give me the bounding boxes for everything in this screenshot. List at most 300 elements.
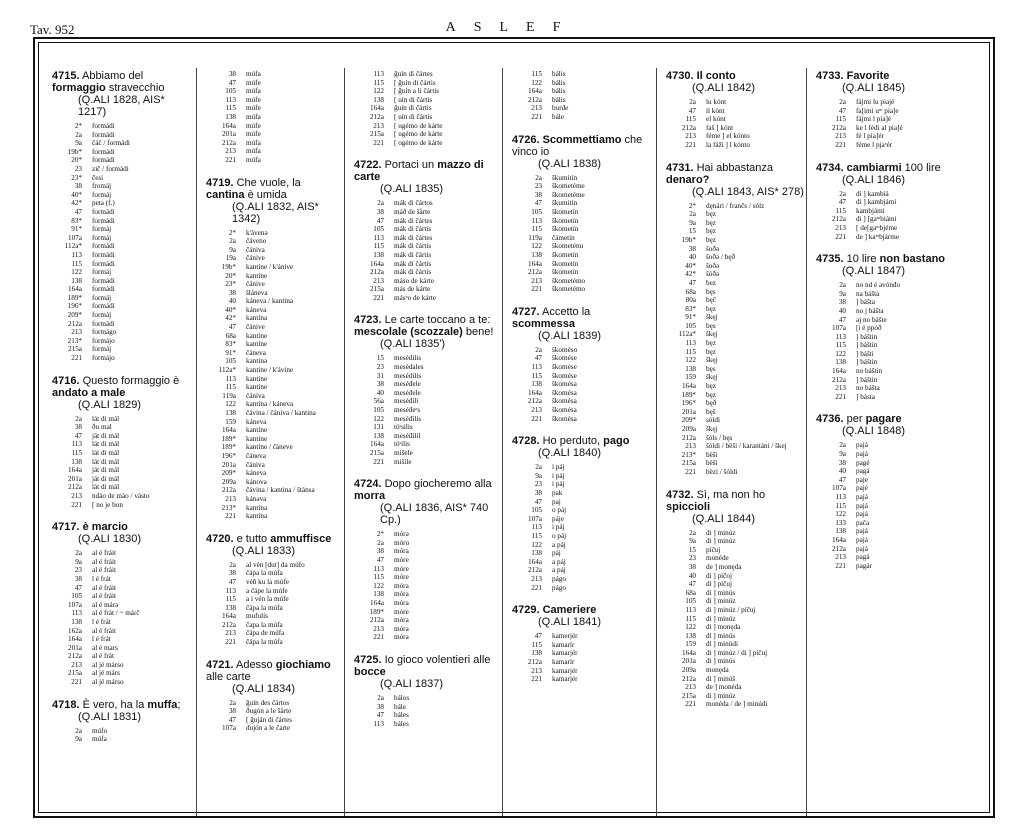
survey-point: 2a [377,538,384,547]
dialect-form: formádi [92,216,115,225]
dialect-form: meséđili [394,397,419,406]
survey-point: 113 [71,609,82,618]
survey-point: 213 [835,384,846,393]
dialect-form: l é frát [92,617,111,626]
survey-point: 209* [681,416,696,425]
form-row [206,147,342,156]
dialect-form: fájmi lu piajé [856,98,895,106]
dialect-entry [816,70,956,150]
form-row [206,461,342,470]
form-row [666,649,804,658]
dialect-form: meséđilil [394,431,421,440]
survey-point: 164a [528,388,542,397]
survey-point: 23 [534,480,542,489]
dialect-form: bëzi / šóldi [706,467,738,476]
form-row [816,115,956,124]
dialect-form: dęnári / frančs / sólz [706,201,765,210]
form-row [206,392,342,401]
dialect-form: mák di čártes [394,233,433,242]
form-row [816,553,956,562]
form-list [512,174,654,294]
form-row [816,493,956,502]
survey-point: 221 [71,678,82,687]
dialect-form: kamarjér [552,666,578,675]
entry-number: 4724. [354,478,382,491]
survey-point: 201a [68,643,82,652]
survey-point: 115 [531,225,542,234]
dialect-form: [ ğuján di čártes [246,715,293,724]
survey-point: 38 [376,207,384,216]
dialect-form: págo [552,583,566,592]
form-row [52,492,194,501]
form-list [666,202,804,477]
survey-point: 2a [75,130,82,139]
entry-title [206,533,342,557]
form-row [206,87,342,96]
dialect-form: [ uín di čártis [394,112,433,121]
form-row [52,311,194,320]
dialect-form: al é fráit [92,583,116,592]
entry-source: (Q.ALI 1835) [380,183,443,196]
entry-text: per [846,413,866,426]
entry-title [816,162,956,186]
dialect-form: bęz [706,210,716,219]
form-row [52,199,194,208]
dialect-form: čámetin [552,233,575,242]
survey-point: 201a [222,460,236,469]
entry-text: 10 lire [846,253,880,266]
form-list [354,354,500,466]
form-row [666,270,804,279]
dialect-form: pajá [856,544,868,553]
dialect-form: di ] minúz [706,597,736,606]
survey-point: 113 [835,332,846,341]
survey-point: 164a [682,648,696,657]
dialect-form: móra [394,547,409,556]
form-row [666,451,804,460]
dialect-form: [ no je bon [92,500,123,509]
survey-point: 212a [68,319,82,328]
survey-point: 115 [373,573,384,582]
survey-point: 38 [688,562,696,571]
form-row [206,418,342,427]
dialect-entry [512,70,654,122]
form-row [666,227,804,236]
survey-point: 47 [534,354,542,363]
dialect-entry [666,162,804,477]
dialect-form: aj no bášte [856,315,887,324]
entry-text: Accetto la [541,305,591,318]
dialect-form: ] básta [856,392,875,401]
form-row [512,285,654,294]
dialect-form: páje [552,514,564,523]
entry-source: (Q.ALI 1833) [232,544,295,557]
survey-point: 221 [835,561,846,570]
form-row [52,148,194,157]
form-row [666,305,804,314]
dialect-form: di ] minúdi [706,640,738,649]
dialect-form: pajá [856,493,868,501]
survey-point: 138 [531,549,542,558]
form-row [354,251,500,260]
form-row [354,225,500,234]
dialect-form: formádi [92,259,115,268]
entry-source: (Q.ALI 1846) [842,173,905,186]
form-row [816,459,956,468]
survey-point: 2a [839,189,846,198]
form-row [206,612,342,621]
dialect-form: čániva [246,245,265,254]
form-row [816,341,956,350]
survey-point: 9a [535,471,542,480]
entry-title [52,70,194,118]
form-row [354,79,500,88]
dialect-form: di ] minúz [706,528,736,537]
form-row [354,565,500,574]
survey-point: 91* [685,313,696,322]
dialect-form: čáč / formádi [92,139,130,148]
survey-point: 115 [835,115,846,124]
form-row [512,251,654,260]
entry-text: Le carte toccano a te: [384,314,491,327]
form-row [512,575,654,584]
dialect-form: féme ] el kónto [706,132,750,141]
form-row [206,469,342,478]
survey-point: 213 [531,276,542,285]
form-row [206,495,342,504]
survey-point: 2a [535,173,542,182]
entry-title [816,70,956,94]
form-row [512,415,654,424]
survey-point: 112a* [218,366,236,375]
survey-point: 212a [682,123,696,132]
dialect-form: pagár [856,561,872,570]
form-row [666,141,804,150]
entry-keyword: Il conto [696,70,736,82]
form-row [52,678,194,687]
dialect-entry [816,253,956,401]
form-row [206,229,342,238]
entry-number: 4727. [512,305,540,318]
dialect-form: formáj [92,311,112,320]
form-row [52,260,194,269]
text-column [206,70,342,820]
survey-point: 213 [225,147,236,156]
survey-point: 115 [225,383,236,392]
survey-point: 221 [835,140,846,149]
dialect-form: l é frát [92,574,111,583]
survey-point: 40 [228,297,236,306]
survey-point: 164a [68,635,82,644]
entry-title [512,134,654,170]
entry-keyword: bocce [354,665,386,678]
form-row [512,549,654,558]
survey-point: 213 [71,660,82,669]
form-row [666,416,804,425]
form-row [666,391,804,400]
form-row [52,466,194,475]
survey-point: 131 [373,423,384,432]
form-row [666,459,804,468]
survey-point: 212a [370,268,384,277]
dialect-form: kantína [246,512,268,521]
entry-text: Questo formaggio è [82,374,180,387]
dialect-form: pajá [856,510,868,519]
survey-point: 215a [370,130,384,139]
form-row [52,661,194,670]
dialect-form: mórə [394,530,409,539]
entry-number: 4716. [52,374,80,387]
survey-point: 212a [222,486,236,495]
survey-point: 212a [528,268,542,277]
dialect-form: škęj [706,356,718,365]
form-row [666,408,804,417]
form-row [512,515,654,524]
survey-point: 15 [688,545,696,554]
form-row [816,350,956,359]
survey-point: 189* [681,390,696,399]
survey-point: 2a [229,698,236,707]
text-column [512,70,654,820]
form-row [52,644,194,653]
form-row [816,393,956,402]
dialect-form: fa[imi uᵐ pia]e [856,106,899,115]
form-list [354,199,500,302]
survey-point: 209a [682,666,696,675]
form-row [666,365,804,374]
survey-point: 215a [682,691,696,700]
survey-point: 38 [228,569,236,578]
dialect-form: monęda [706,666,729,675]
form-row [666,219,804,228]
form-list [816,281,956,401]
survey-point: 164a [222,612,236,621]
survey-point: 115 [531,70,542,78]
survey-point: 115 [225,104,236,113]
dialect-form: móra [394,590,409,599]
dialect-form: škometín [552,259,579,268]
form-row [666,296,804,305]
survey-point: 113 [531,363,542,372]
dialect-form: bálos [394,693,410,702]
form-row [354,406,500,415]
survey-point: 201a [682,407,696,416]
survey-point: 23 [534,182,542,191]
survey-point: 107a [528,514,542,523]
form-row [52,584,194,593]
survey-point: 40 [688,253,696,262]
entry-title [354,478,500,526]
dialect-form: škometín [552,216,579,225]
survey-point: 122 [685,356,696,365]
dialect-form: bále [394,702,406,711]
entry-source: (Q.ALI 1834) [232,682,295,695]
survey-point: 2a [75,414,82,423]
survey-point: 122 [71,268,82,277]
dialect-form: lát di mál [92,449,120,457]
form-row [354,217,500,226]
form-row [52,131,194,140]
survey-point: 40* [685,261,696,270]
form-row [206,435,342,444]
survey-point: 213 [835,132,846,141]
dialect-form: čáneva [246,451,266,460]
survey-point: 38 [838,298,846,307]
form-row [52,549,194,558]
survey-point: 2a [229,237,236,246]
survey-point: 112a* [678,330,696,339]
dialect-form: čápa la múfa [246,569,283,578]
form-row [666,339,804,348]
form-row [52,251,194,260]
dialect-form: i páj [552,463,565,472]
form-list [206,70,342,165]
survey-point: 138 [685,631,696,640]
survey-point: 113 [71,250,82,259]
entry-text: bene! [462,326,494,339]
dialect-entry [52,375,194,510]
form-row [52,566,194,575]
dialect-form: mák di čártis [394,225,432,234]
dialect-form: kambjámi [856,206,885,215]
form-row [52,156,194,165]
form-row [512,260,654,269]
entry-source: (Q.ALI 1845) [842,82,905,94]
survey-point: 213 [531,104,542,113]
entry-source: (Q.ALI 1844) [692,512,755,525]
entry-text: Adesso [235,658,276,671]
survey-point: 113 [685,605,696,614]
entry-text: Io gioco volentieri alle [384,653,491,666]
dialect-form: múfe [246,95,261,104]
entry-title [354,654,500,690]
dialect-form: móre [394,564,409,573]
form-row [52,345,194,354]
dialect-form: o páj [552,506,567,515]
dialect-form: formáj [92,293,112,302]
dialect-form: kantíne / čáneve [246,443,293,452]
form-row [354,556,500,565]
dialect-form: móre [394,607,409,616]
form-row [52,592,194,601]
entry-source: (Q.ALI 1830) [78,533,141,546]
dialect-form: báles [394,711,409,720]
survey-point: 221 [685,140,696,149]
form-row [666,468,804,477]
form-row [666,382,804,391]
entry-source: (Q.ALI 1828, AIS* 1217) [78,94,165,118]
form-row [52,735,194,744]
entry-source: (Q.ALI 1839) [538,329,601,342]
dialect-form: i páj [552,523,565,532]
survey-point: 213 [71,328,82,337]
survey-point: 138 [531,649,542,658]
dialect-form: kamarír [552,657,575,666]
form-row [354,539,500,548]
form-row [52,727,194,736]
entry-source: (Q.ALI 1836, AIS* 740 Cp.) [380,502,489,527]
form-row [206,587,342,596]
dialect-form: faš ] kónt [706,123,734,132]
dialect-form: [i é ppóð [856,324,882,333]
survey-point: 138 [373,95,384,104]
dialect-form: čánive [246,323,265,332]
dialect-form: formádi [92,250,115,259]
survey-point: 138 [373,590,384,599]
entry-title [354,159,500,195]
entry-number: 4719. [206,176,234,189]
survey-point: 19b* [221,262,236,271]
dialect-form: škomésa [552,380,577,389]
form-row [354,285,500,294]
form-row [512,523,654,532]
dialect-form: fájmi l pia]é [856,115,892,124]
dialect-form: formádi [92,156,115,165]
survey-point: 47 [228,78,236,87]
dialect-form: škumitín [552,173,578,182]
survey-point: 138 [373,250,384,259]
dialect-form: ğuín des čártos [246,698,290,707]
form-row [354,389,500,398]
form-row [666,115,804,124]
form-row [666,132,804,141]
form-row [512,658,654,667]
form-row [354,380,500,389]
form-row [206,246,342,255]
form-row [666,236,804,245]
survey-point: 31 [376,371,384,380]
form-row [206,96,342,105]
survey-point: 47 [376,216,384,225]
survey-point: 119a [528,233,542,242]
survey-point: 47 [838,315,846,324]
form-row [666,537,804,546]
survey-point: 83* [225,340,236,349]
survey-point: 138 [835,527,846,536]
form-row [816,224,956,233]
survey-point: 221 [225,155,236,164]
form-row [666,563,804,572]
survey-point: 2a [377,199,384,208]
survey-point: 221 [685,467,696,476]
survey-point: 213* [67,336,82,345]
survey-point: 42* [225,314,236,323]
survey-point: 115 [373,78,384,87]
dialect-form: de ] kaᵐbjárme [856,232,900,241]
form-row [512,87,654,96]
form-row [206,122,342,131]
dialect-form: šóldi / bëši / karantáni / škej [706,442,787,451]
form-row [666,245,804,254]
dialect-form: kantíne / k'ánive [246,262,294,271]
survey-point: 19b* [67,147,82,156]
form-row [354,633,500,642]
form-row [354,449,500,458]
dialect-form: di ] minús [706,631,736,640]
dialect-entry [52,70,194,363]
entry-title [354,314,500,350]
form-row [512,532,654,541]
survey-point: 212a [528,566,542,575]
survey-point: 212a [222,620,236,629]
dialect-form: formádi [92,122,115,130]
dialect-form: al é márə [92,600,119,609]
survey-point: 38 [74,182,82,191]
survey-point: 113 [373,233,384,242]
form-row [52,182,194,191]
survey-point: 221 [225,512,236,521]
survey-point: 201a [222,130,236,139]
